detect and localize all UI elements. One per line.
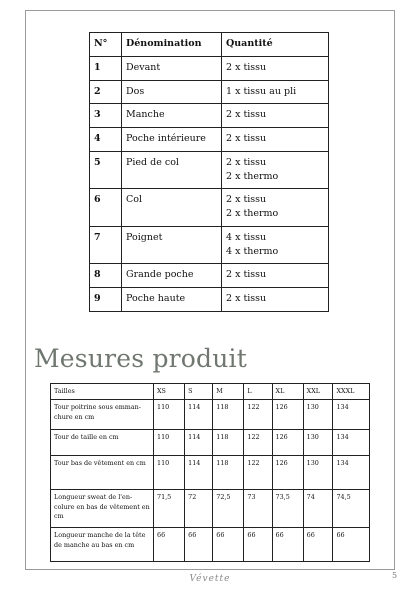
table-row [90,189,329,227]
table-row [51,430,370,456]
piece-quantity [222,151,329,189]
table-row [90,56,329,80]
measure-value: 134 [333,400,370,430]
piece-number: 2 [90,80,122,104]
measure-value: 126 [272,430,303,456]
piece-name: Pied de col [122,151,222,189]
piece-quantity [222,56,329,80]
header-quantity: Quantité [222,33,329,57]
size-header: M [213,384,244,400]
piece-quantity [222,80,329,104]
measure-value: 114 [185,400,213,430]
measure-value: 73,5 [272,490,303,528]
header-number: N° [90,33,122,57]
measure-value: 66 [154,528,185,562]
table-row [90,80,329,104]
measure-value: 66 [185,528,213,562]
piece-name: Manche [122,104,222,128]
measure-value: 118 [213,430,244,456]
measure-value: 74,5 [333,490,370,528]
measure-value: 66 [303,528,333,562]
table-row [90,288,329,312]
size-header: S [185,384,213,400]
measure-value: 130 [303,456,333,490]
quantity-line: 4 x thermo [226,245,279,257]
piece-number: 5 [90,151,122,189]
piece-number: 8 [90,264,122,288]
size-header: XXL [303,384,333,400]
measure-value: 74 [303,490,333,528]
measure-label: Tour de taille en cm [51,430,154,456]
measure-value: 122 [244,456,272,490]
sizes-header-row [51,384,370,400]
measure-value: 66 [244,528,272,562]
quantity-line: 2 x tissu [226,133,267,145]
table-row [51,528,370,562]
measure-value: 130 [303,430,333,456]
measure-value: 72,5 [213,490,244,528]
table-row [90,264,329,288]
piece-name: Grande poche [122,264,222,288]
measure-label: Longueur sweat de l'en-colure en bas de vêtement en cm [51,490,154,528]
measure-value: 134 [333,456,370,490]
measure-label: Longueur manche de la tête de manche au bas en cm [51,528,154,562]
measure-value: 122 [244,430,272,456]
measure-value: 66 [272,528,303,562]
measure-value: 110 [154,430,185,456]
measure-value: 118 [213,456,244,490]
size-header: XS [154,384,185,400]
piece-name: Poignet [122,226,222,264]
measure-value: 73 [244,490,272,528]
piece-number: 4 [90,128,122,152]
piece-quantity [222,264,329,288]
size-header: L [244,384,272,400]
quantity-line: 2 x tissu [226,156,267,168]
piece-number: 9 [90,288,122,312]
piece-name: Dos [122,80,222,104]
piece-number: 1 [90,56,122,80]
piece-name: Poche haute [122,288,222,312]
page-number: 5 [392,571,398,580]
brand-logo: Vévette [189,574,231,584]
table-row [51,400,370,430]
piece-quantity [222,226,329,264]
piece-number: 6 [90,189,122,227]
quantity-line: 2 x tissu [226,109,267,121]
quantity-line: 2 x tissu [226,194,267,206]
measure-value: 126 [272,456,303,490]
table-row [90,226,329,264]
measure-value: 114 [185,456,213,490]
piece-number: 7 [90,226,122,264]
quantity-line: 2 x tissu [226,61,267,73]
pieces-table [89,32,329,312]
piece-number: 3 [90,104,122,128]
measure-value: 130 [303,400,333,430]
measure-value: 134 [333,430,370,456]
piece-quantity [222,288,329,312]
measure-value: 114 [185,430,213,456]
sizes-label-header: Tailles [51,384,154,400]
quantity-line: 2 x tissu [226,293,267,305]
measure-label: Tour poitrine sous emman-chure en cm [51,400,154,430]
table-row [51,456,370,490]
measure-value: 118 [213,400,244,430]
table-row [90,128,329,152]
header-name: Dénomination [122,33,222,57]
quantity-line: 2 x thermo [226,170,279,182]
measure-value: 110 [154,456,185,490]
measure-value: 71,5 [154,490,185,528]
section-title: Mesures produit [34,344,247,373]
measure-value: 66 [213,528,244,562]
quantity-line: 4 x tissu [226,231,267,243]
measure-value: 110 [154,400,185,430]
measure-value: 66 [333,528,370,562]
table-row [51,490,370,528]
measure-value: 72 [185,490,213,528]
piece-name: Poche intérieure [122,128,222,152]
quantity-line: 1 x tissu au pli [226,85,297,97]
measure-value: 126 [272,400,303,430]
sizes-table [50,383,370,562]
quantity-line: 2 x tissu [226,269,267,281]
size-header: XL [272,384,303,400]
quantity-line: 2 x thermo [226,208,279,220]
table-row [90,151,329,189]
piece-name: Col [122,189,222,227]
table-row [90,104,329,128]
measure-value: 122 [244,400,272,430]
piece-quantity [222,128,329,152]
piece-quantity [222,104,329,128]
pieces-header-row [90,33,329,57]
piece-quantity [222,189,329,227]
piece-name: Devant [122,56,222,80]
measure-label: Tour bas de vêtement en cm [51,456,154,490]
size-header: XXXL [333,384,370,400]
